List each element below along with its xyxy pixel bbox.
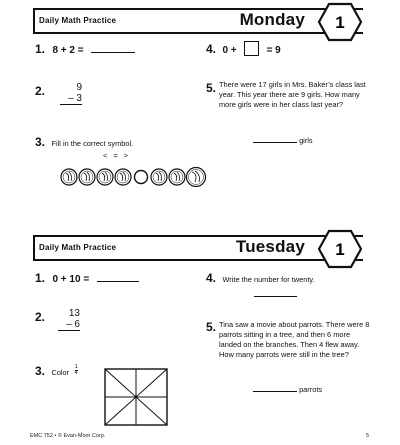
problem-number: 5. xyxy=(206,320,217,334)
problem-number: 4. xyxy=(206,271,217,285)
monday-problem-5 xyxy=(206,79,216,97)
day-title: Tuesday xyxy=(235,237,305,256)
header-label: Daily Math Practice xyxy=(39,243,117,252)
top-number: 9 xyxy=(76,82,82,93)
fraction-denominator: 4 xyxy=(74,370,78,377)
answer-with-unit xyxy=(253,134,313,146)
answer-line[interactable] xyxy=(253,134,297,143)
equation-right: = 9 xyxy=(266,45,281,56)
answer-line[interactable] xyxy=(253,383,297,392)
footer-copyright: EMC 752 • © Evan-Moor Corp. xyxy=(30,433,106,439)
monday-problem-3 xyxy=(35,133,133,151)
week-number: 1 xyxy=(335,240,345,259)
quarter-icon xyxy=(187,168,206,187)
week-number: 1 xyxy=(335,13,345,32)
header-label: Daily Math Practice xyxy=(39,16,117,25)
monday-problem-4 xyxy=(206,40,281,58)
instruction: Fill in the correct symbol. xyxy=(51,139,134,148)
equation-left: 0 + xyxy=(222,45,237,56)
answer-circle[interactable] xyxy=(135,171,148,184)
equation: 8 + 2 = xyxy=(52,45,84,56)
bottom-number: – 3 xyxy=(60,93,82,105)
square-divided-in-eighths[interactable] xyxy=(104,368,168,426)
dime-icon xyxy=(151,169,167,185)
dime-icon xyxy=(97,169,113,185)
answer-box[interactable] xyxy=(244,41,259,56)
word-problem: Tina saw a movie about parrots. There were 8 parrots sitting in a tree, and then 6 more landed on the branches. Then 4 flew away. How many parrots were still in the tree? xyxy=(219,320,370,359)
monday-problem-1 xyxy=(35,40,135,58)
week-hexagon xyxy=(317,2,363,42)
tuesday-problem-4 xyxy=(206,269,315,287)
bottom-number: – 6 xyxy=(58,319,80,331)
problem-number: 3. xyxy=(35,135,46,149)
problem-number: 5. xyxy=(206,81,217,95)
unit-label: girls xyxy=(299,136,313,145)
answer-with-unit xyxy=(253,383,322,395)
tuesday-problem-5 xyxy=(206,318,216,336)
tuesday-problem-3 xyxy=(35,362,78,380)
coin-row xyxy=(60,166,210,188)
tuesday-header xyxy=(33,233,363,261)
answer-line[interactable] xyxy=(91,44,135,53)
answer-line[interactable] xyxy=(97,273,139,282)
page-number: 5 xyxy=(366,433,370,439)
top-number: 13 xyxy=(68,308,80,319)
symbol-choices: < = > xyxy=(103,151,131,160)
fraction xyxy=(75,365,78,376)
equation: 0 + 10 = xyxy=(52,274,90,285)
problem-number: 2. xyxy=(35,84,46,98)
word-problem: There were 17 girls in Mrs. Baker’s class last year. This year there are 9 girls. How many more girls were in her class last year? xyxy=(219,80,366,109)
fraction-numerator: 1 xyxy=(74,364,78,371)
monday-problem-2 xyxy=(35,82,45,100)
problem-number: 1. xyxy=(35,271,46,285)
day-title: Monday xyxy=(239,10,305,29)
dime-icon xyxy=(115,169,131,185)
problem-number: 1. xyxy=(35,42,46,56)
instruction: Color xyxy=(51,368,70,377)
subtraction-stack xyxy=(58,308,80,331)
unit-label: parrots xyxy=(299,385,323,394)
problem-number: 4. xyxy=(206,42,217,56)
dime-icon xyxy=(79,169,95,185)
instruction: Write the number for twenty. xyxy=(222,275,315,284)
answer-line[interactable] xyxy=(254,288,297,297)
problem-number: 3. xyxy=(35,364,46,378)
monday-header xyxy=(33,6,363,34)
week-hexagon xyxy=(317,229,363,269)
tuesday-problem-2 xyxy=(35,308,45,326)
subtraction-stack xyxy=(60,82,82,105)
dime-icon xyxy=(169,169,185,185)
problem-number: 2. xyxy=(35,310,46,324)
tuesday-problem-1 xyxy=(35,269,139,287)
dime-icon xyxy=(61,169,77,185)
